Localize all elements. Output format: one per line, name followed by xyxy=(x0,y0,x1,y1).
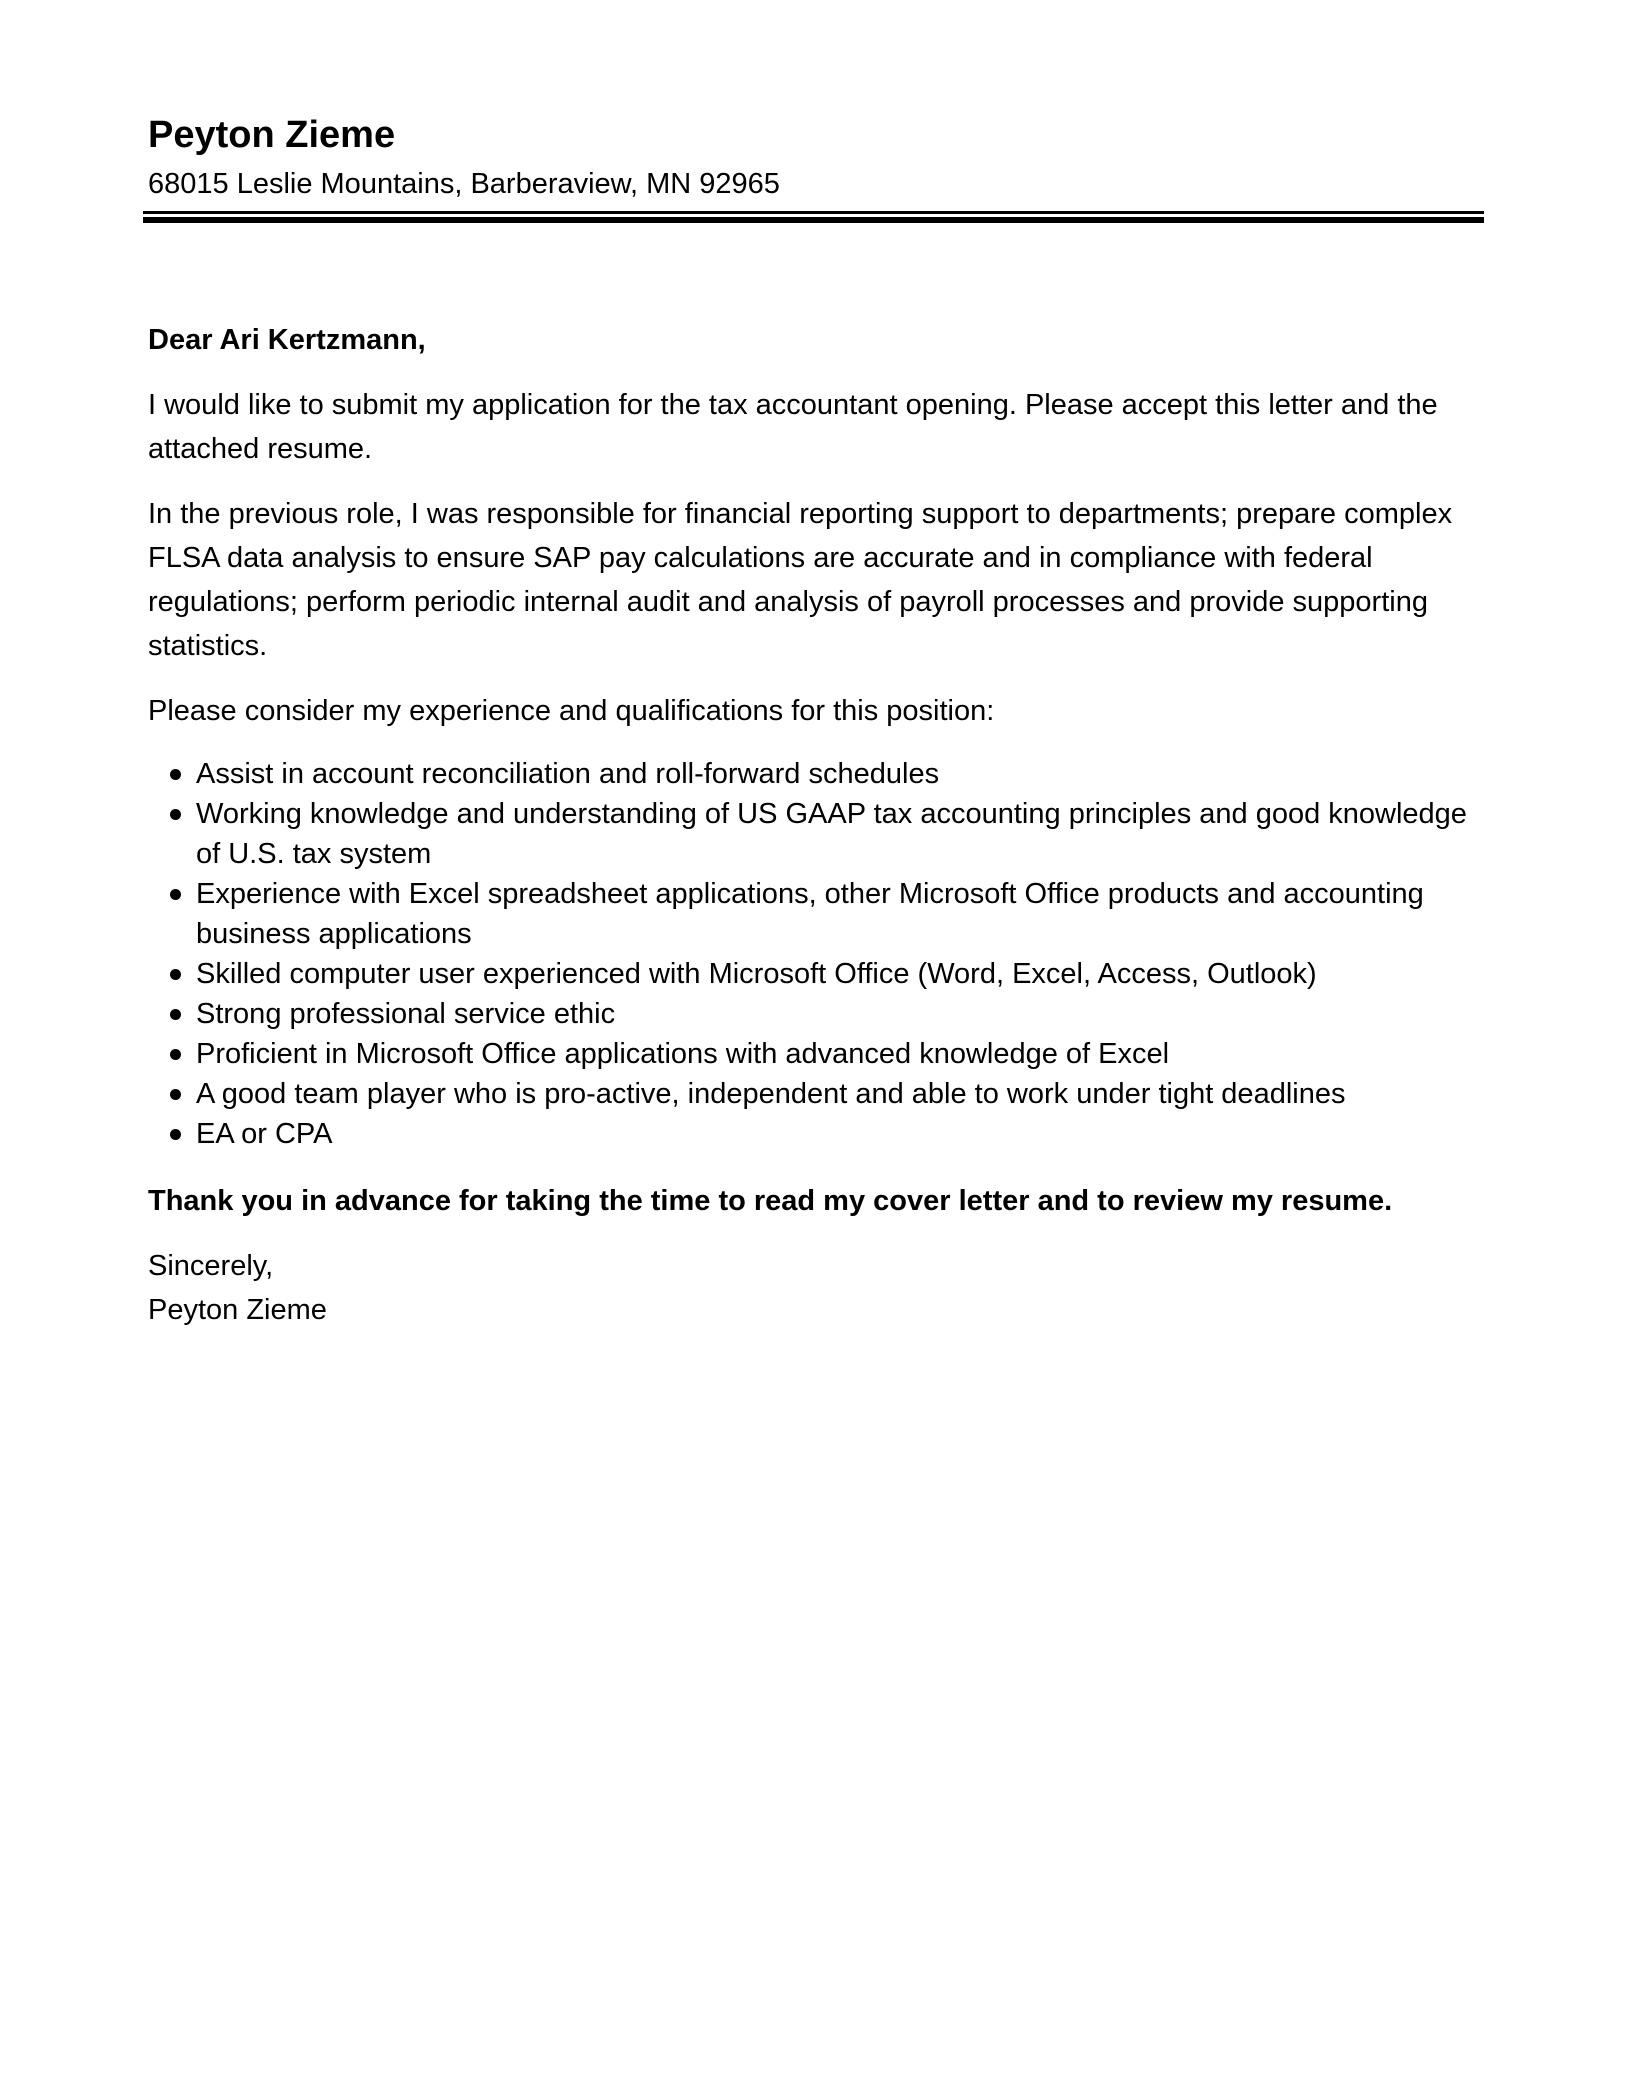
bullet-icon xyxy=(170,809,181,820)
list-item-text: Assist in account reconciliation and roll-forward schedules xyxy=(196,758,940,790)
salutation: Dear Ari Kertzmann, xyxy=(148,324,426,356)
list-item-text: A good team player who is pro-active, independent and able to work under tight deadlines xyxy=(196,1078,1346,1110)
letter-header xyxy=(148,108,1484,206)
bullet-icon xyxy=(170,1049,181,1060)
signature-name: Peyton Zieme xyxy=(148,1294,327,1326)
list-item xyxy=(148,1074,1488,1114)
bullet-icon xyxy=(170,889,181,900)
list-item-text: Working knowledge and understanding of US GAAP tax accounting principles and good knowledge of U.S. tax system xyxy=(196,798,1467,870)
sender-name: Peyton Zieme xyxy=(148,114,396,156)
header-divider xyxy=(143,211,1484,223)
qualifications-list xyxy=(148,754,1488,1154)
list-item-text: EA or CPA xyxy=(196,1118,333,1150)
letter-body xyxy=(148,318,1488,1332)
list-item-text: Proficient in Microsoft Office applications with advanced knowledge of Excel xyxy=(196,1038,1170,1070)
sender-address: 68015 Leslie Mountains, Barberaview, MN 92965 xyxy=(148,168,780,200)
list-item xyxy=(148,994,1488,1034)
bullet-icon xyxy=(170,769,181,780)
list-item xyxy=(148,1034,1488,1074)
paragraph-intro: I would like to submit my application for the tax accountant opening. Please accept this letter and the attached resume. xyxy=(148,389,1438,465)
paragraph-experience: In the previous role, I was responsible for financial reporting support to departments; prepare complex FLSA data analysis to ensure SAP pay calculations are accurate and in compliance with federal regulations; perform periodic internal audit and analysis of payroll processes and provide supporting statistics. xyxy=(148,498,1453,662)
bullet-icon xyxy=(170,969,181,980)
divider-thick-line xyxy=(143,217,1484,223)
list-item-text: Strong professional service ethic xyxy=(196,998,616,1030)
bullet-icon xyxy=(170,1089,181,1100)
bullet-icon xyxy=(170,1009,181,1020)
list-item xyxy=(148,754,1488,794)
closing-statement: Thank you in advance for taking the time to read my cover letter and to review my resume. xyxy=(148,1185,1393,1217)
list-item xyxy=(148,794,1488,874)
signoff: Sincerely, xyxy=(148,1250,274,1282)
bullet-icon xyxy=(170,1129,181,1140)
list-item xyxy=(148,954,1488,994)
paragraph-qualifications-lead: Please consider my experience and qualifications for this position: xyxy=(148,695,995,727)
list-item-text: Experience with Excel spreadsheet applications, other Microsoft Office products and accounting business applications xyxy=(196,878,1424,950)
list-item xyxy=(148,874,1488,954)
list-item xyxy=(148,1114,1488,1154)
list-item-text: Skilled computer user experienced with Microsoft Office (Word, Excel, Access, Outlook) xyxy=(196,958,1317,990)
